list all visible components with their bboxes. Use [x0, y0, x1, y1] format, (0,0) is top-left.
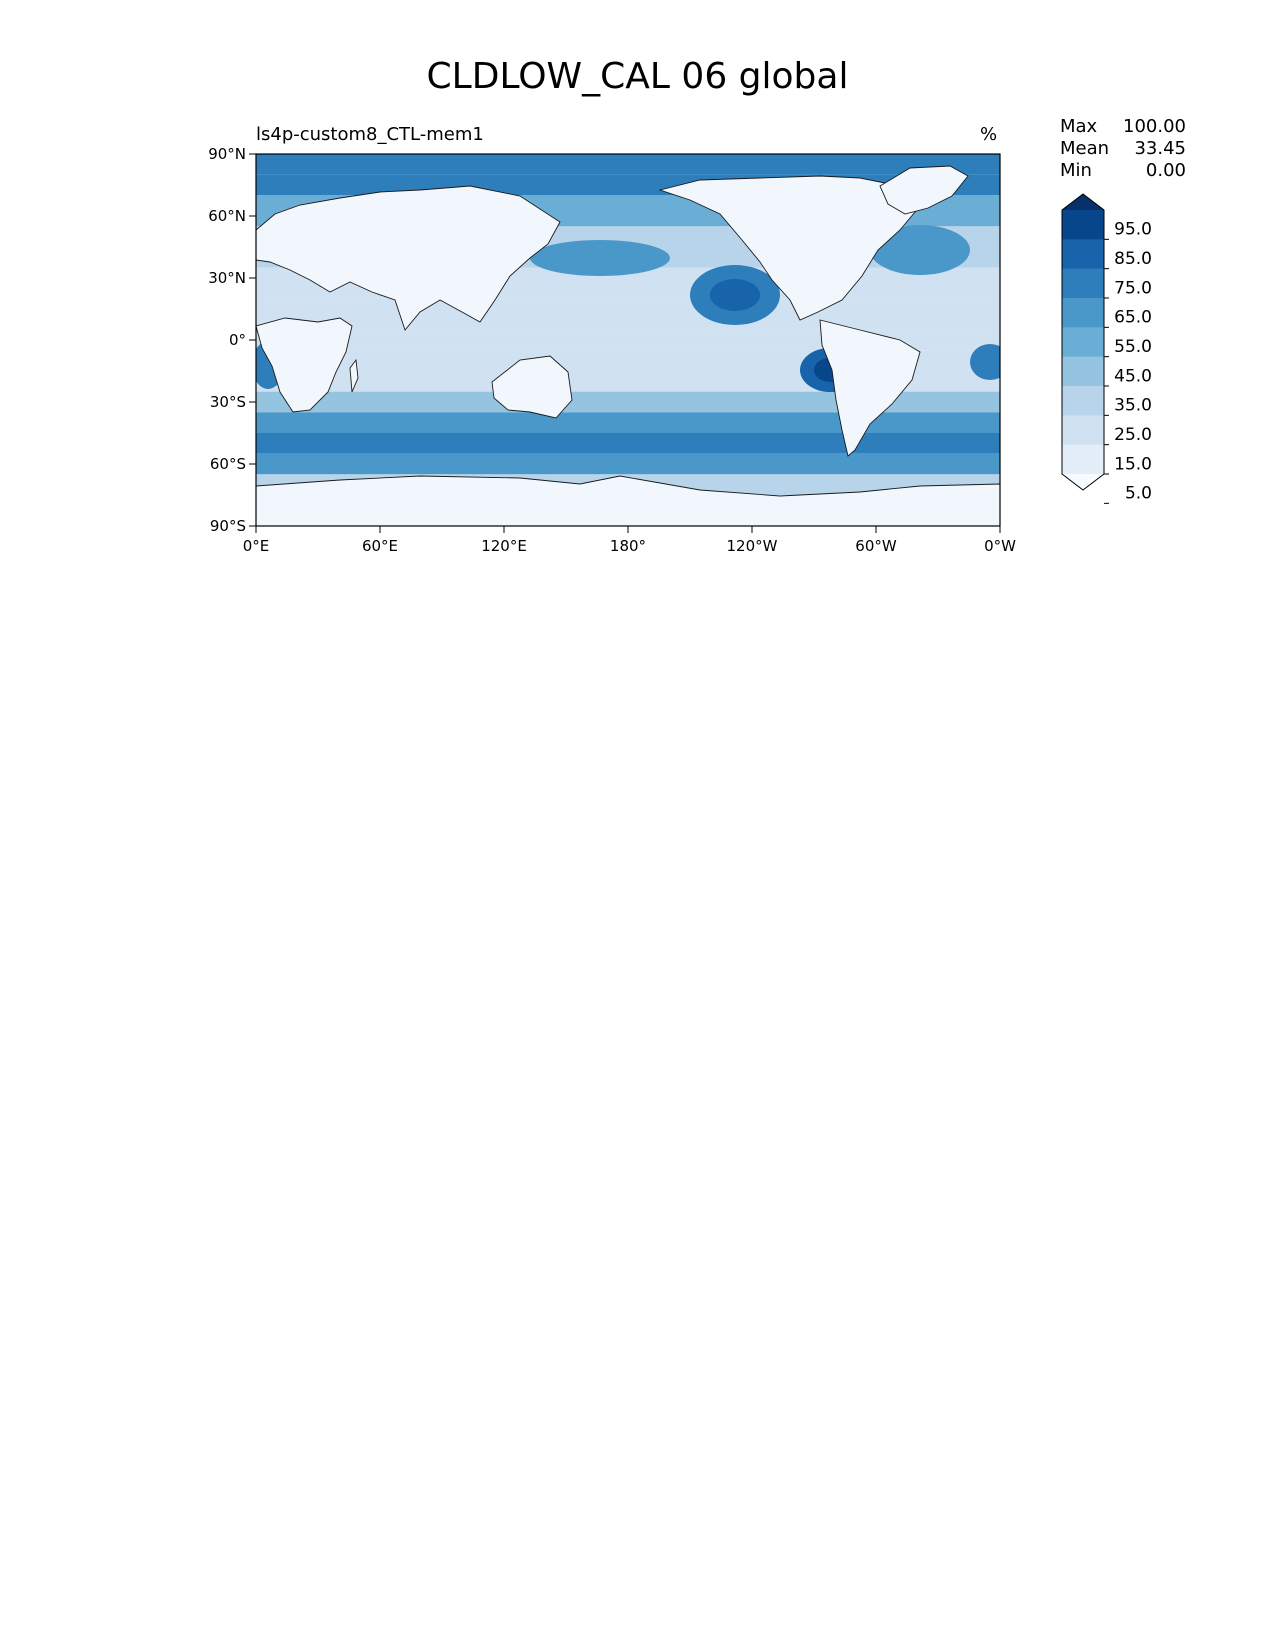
y-tick-label: 30°N — [208, 269, 246, 287]
zonal-band — [256, 154, 1000, 175]
colorbar-segment — [1062, 239, 1104, 269]
x-tick-label: 120°W — [726, 537, 778, 555]
zonal-band — [256, 412, 1000, 433]
stat-label: Min — [1060, 160, 1092, 181]
zonal-band — [256, 299, 1000, 330]
colorbar-label: 75.0 — [1114, 278, 1152, 299]
units-label: % — [980, 124, 998, 145]
y-tick-label: 30°S — [209, 393, 246, 411]
stat-value: 0.00 — [1145, 160, 1186, 181]
chart-title: CLDLOW_CAL 06 global — [426, 56, 849, 97]
colorbar-segment — [1062, 415, 1104, 445]
x-tick-label: 180° — [609, 537, 647, 555]
colorbar-segment — [1062, 210, 1104, 240]
cloud-fraction-field — [252, 154, 1010, 526]
colorbar-segment — [1062, 269, 1104, 299]
colorbar-segment — [1062, 357, 1104, 387]
y-tick-label: 90°S — [209, 517, 246, 535]
stat-label: Mean — [1060, 138, 1110, 159]
x-axis — [243, 526, 1016, 555]
x-tick-label: 60°E — [361, 537, 399, 555]
colorbar-label: 45.0 — [1114, 366, 1152, 387]
zonal-band — [256, 433, 1000, 454]
colorbar-segment — [1062, 445, 1104, 475]
colorbar-label: 15.0 — [1114, 454, 1152, 475]
colorbar-extend-min — [1062, 474, 1104, 490]
y-tick-label: 90°N — [208, 145, 246, 163]
stat-value: 33.45 — [1134, 138, 1186, 159]
colorbar — [1062, 194, 1152, 504]
x-tick-label: 120°E — [481, 537, 527, 555]
colorbar-label: 5.0 — [1124, 483, 1152, 504]
colorbar-segment — [1062, 386, 1104, 416]
colorbar-label: 35.0 — [1114, 395, 1152, 416]
x-tick-label: 0°W — [984, 537, 1016, 555]
y-axis — [208, 145, 256, 535]
x-tick-label: 0°E — [242, 537, 270, 555]
stat-value: 100.00 — [1123, 116, 1186, 137]
colorbar-segment — [1062, 298, 1104, 328]
colorbar-label: 85.0 — [1114, 249, 1152, 269]
zonal-band — [256, 454, 1000, 475]
colorbar-label: 65.0 — [1114, 307, 1152, 328]
x-tick-label: 60°W — [855, 537, 897, 555]
colorbar-label: 55.0 — [1114, 337, 1152, 357]
colorbar-segment — [1062, 327, 1104, 357]
colorbar-extend-max — [1062, 194, 1104, 210]
stat-label: Max — [1060, 116, 1098, 137]
y-tick-label: 60°N — [208, 207, 246, 225]
y-tick-label: 60°S — [209, 455, 246, 473]
case-label: ls4p-custom8_CTL-mem1 — [256, 124, 484, 145]
y-tick-label: 0° — [228, 331, 246, 349]
colorbar-label: 25.0 — [1114, 425, 1152, 445]
colorbar-label: 95.0 — [1114, 219, 1152, 240]
